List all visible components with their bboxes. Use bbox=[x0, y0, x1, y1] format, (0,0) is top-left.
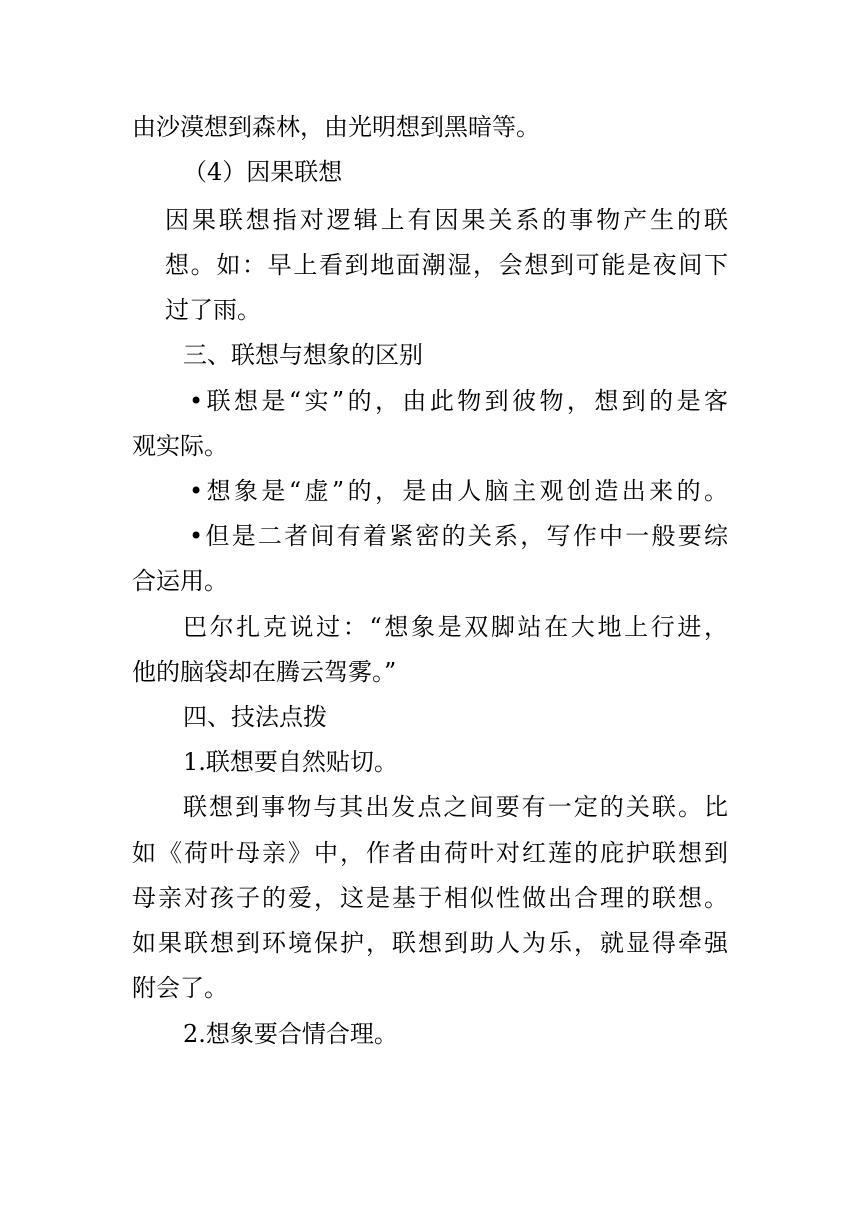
paragraph-line: 如果联想到环境保护，联想到助人为乐，就显得牵强 bbox=[132, 929, 728, 957]
paragraph-line: 因果联想指对逻辑上有因果关系的事物产生的联 bbox=[165, 206, 728, 234]
paragraph-line: 如《荷叶母亲》中，作者由荷叶对红莲的庇护联想到 bbox=[132, 839, 728, 867]
paragraph-line: 想。如：早上看到地面潮湿，会想到可能是夜间下 bbox=[165, 251, 728, 279]
paragraph-line: 母亲对孩子的爱，这是基于相似性做出合理的联想。 bbox=[132, 884, 728, 912]
numbered-heading: 1.联想要自然贴切。 bbox=[183, 748, 398, 776]
paragraph-line: 合运用。 bbox=[132, 567, 228, 595]
paragraph-line: 联想到事物与其出发点之间要有一定的关联。比 bbox=[183, 793, 728, 821]
section-heading-techniques: 四、技法点拨 bbox=[183, 703, 327, 731]
bullet-line: •联想是“实”的，由此物到彼物，想到的是客 bbox=[189, 387, 728, 415]
paragraph-line: 附会了。 bbox=[132, 974, 228, 1002]
paragraph-line: 由沙漠想到森林，由光明想到黑暗等。 bbox=[132, 113, 540, 141]
section-heading-difference: 三、联想与想象的区别 bbox=[183, 341, 423, 369]
bullet-line: •但是二者间有着紧密的关系，写作中一般要综 bbox=[189, 522, 728, 550]
quote-line: 他的脑袋却在腾云驾雾。” bbox=[132, 658, 397, 686]
numbered-heading: 2.想象要合情合理。 bbox=[183, 1020, 398, 1048]
bullet-line: •想象是“虚”的，是由人脑主观创造出来的。 bbox=[189, 477, 728, 505]
quote-line: 巴尔扎克说过：“想象是双脚站在大地上行进， bbox=[183, 613, 728, 641]
subheading-causal-association: （4）因果联想 bbox=[183, 158, 343, 186]
paragraph-line: 过了雨。 bbox=[165, 296, 261, 324]
paragraph-line: 观实际。 bbox=[132, 432, 228, 460]
